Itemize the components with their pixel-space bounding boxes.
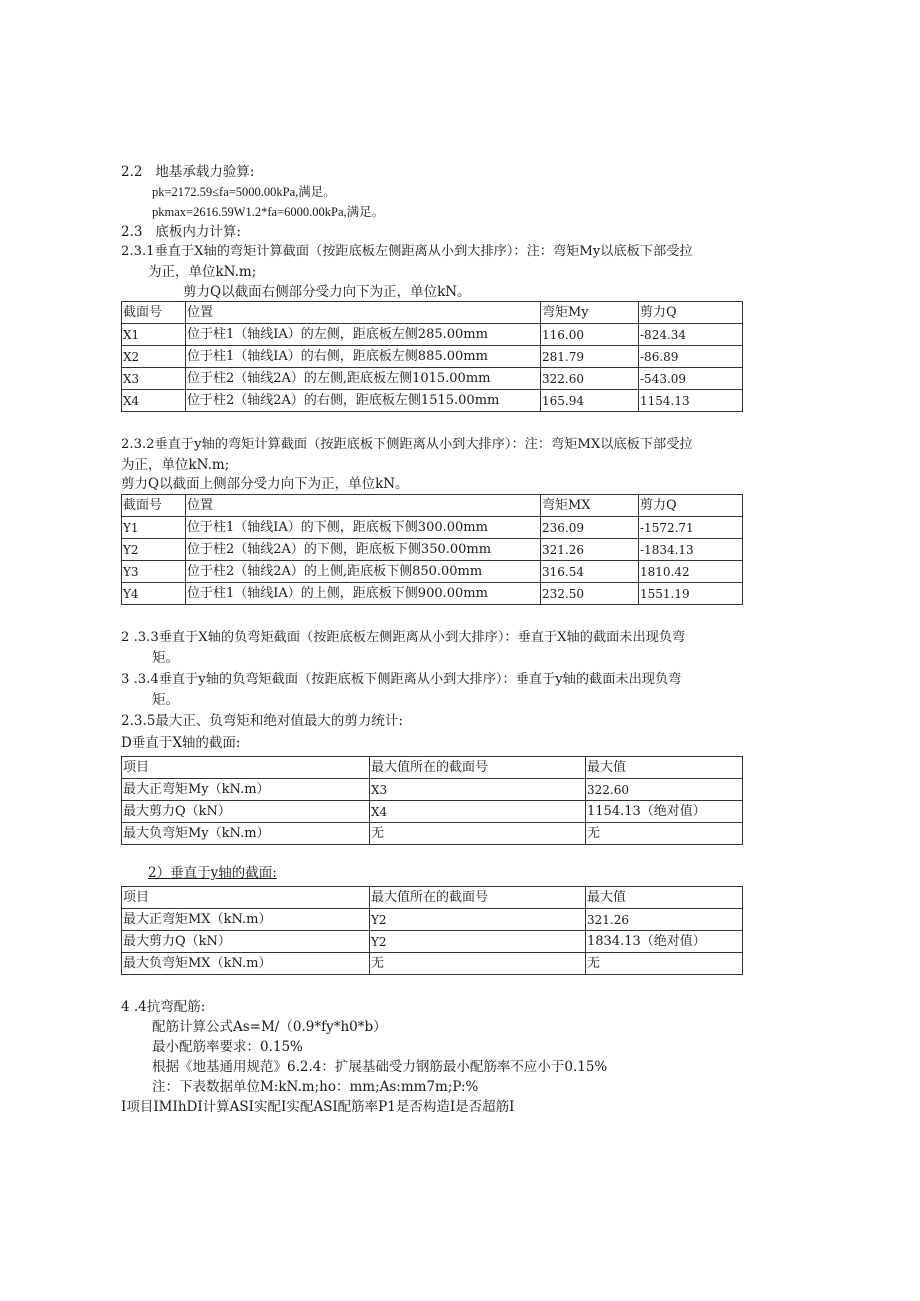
col-header: 截面号 [122,495,186,517]
max-value-cell: 无 [586,823,743,845]
item-cell: 最大正弯矩My（kN.m） [122,779,370,801]
section-id-cell: Y3 [122,561,186,583]
position-cell: 位于柱1（轴线IA）的左侧，距底板左侧285.00mm [186,324,541,346]
section-2-3-3-line-1: 2 .3.3垂直于X轴的负弯矩截面（按距底板左侧距离从小到大排序）：垂直于X轴的截面未出现负弯 [121,630,686,645]
section-id-cell: Y4 [122,583,186,605]
max-value-cell: 无 [586,953,743,975]
section-id-cell: 无 [370,953,586,975]
moment-cell: 236.09 [541,517,639,539]
rebar-formula: 配筋计算公式As=M/（0.9*fy*h0*b） [152,1019,387,1035]
position-cell: 位于柱2（轴线2A）的上侧,距底板下侧850.00mm [186,561,541,583]
y-axis-stats-subtitle-text: 2）垂直于y轴的截面: [148,865,277,881]
x-axis-stats-table [121,756,743,845]
moment-cell: 165.94 [541,390,639,412]
moment-cell: 322.60 [541,368,639,390]
moment-cell: 232.50 [541,583,639,605]
section-id-cell: Y2 [122,539,186,561]
col-header: 位置 [186,495,541,517]
table-row [122,346,743,368]
shear-cell: -1834.13 [639,539,743,561]
shear-cell: -543.09 [639,368,743,390]
table-header-row [122,757,743,779]
col-header: 弯矩My [541,302,639,324]
moment-cell: 321.26 [541,539,639,561]
shear-cell: -1572.71 [639,517,743,539]
y-axis-stats-subtitle [148,863,277,883]
code-reference: 根据《地基通用规范》6.2.4：扩展基础受力钢筋最小配筋率不应小于0.15% [152,1059,608,1075]
section-id-cell: Y1 [122,517,186,539]
max-value-cell: 322.60 [586,779,743,801]
table-header-row [122,887,743,909]
shear-cell: 1154.13 [639,390,743,412]
position-cell: 位于柱2（轴线2A）的右侧，距底板左侧1515.00mm [186,390,541,412]
section-id-cell: X2 [122,346,186,368]
moment-cell: 316.54 [541,561,639,583]
col-header: 项目 [122,757,370,779]
col-header: 最大值所在的截面号 [370,887,586,909]
col-header: 弯矩MX [541,495,639,517]
section-2-3-2-unit: 为正，单位kN.m; [121,457,230,473]
item-cell: 最大负弯矩MX（kN.m） [122,953,370,975]
section-2-3-2-heading: 2.3.2垂直于y轴的弯矩计算截面（按距底板下侧距离从小到大排序）：注：弯矩MX以底板下部受拉 [121,437,693,452]
section-2-4-heading: 4 .4抗弯配筋: [121,999,206,1015]
position-cell: 位于柱1（轴线IA）的上侧，距底板下侧900.00mm [186,583,541,605]
table-row [122,368,743,390]
min-reinforcement-ratio: 最小配筋率要求：0.15% [152,1039,303,1055]
bearing-check-line-2: pkmax=2616.59W1.2*fa=6000.00kPa,满足。 [152,205,385,219]
section-number: 2.3 [121,224,143,240]
col-header: 剪力Q [639,302,743,324]
section-id-cell: X3 [122,368,186,390]
section-title: 地基承载力验算: [155,164,255,180]
table-row [122,517,743,539]
table-row [122,583,743,605]
section-2-3-4-line-1: 3 .3.4垂直于y轴的负弯矩截面（按距底板下侧距离从小到大排序）：垂直于y轴的截面未出现负弯 [121,672,682,687]
table-row [122,801,743,823]
shear-cell: -86.89 [639,346,743,368]
section-id-cell: Y2 [370,909,586,931]
shear-cell: 1810.42 [639,561,743,583]
table-row [122,324,743,346]
section-id-cell: X3 [370,779,586,801]
section-2-2-heading [121,162,254,182]
section-id-cell: 无 [370,823,586,845]
item-cell: 最大剪力Q（kN） [122,931,370,953]
table-row [122,561,743,583]
section-2-3-5-heading: 2.3.5最大正、负弯矩和绝对值最大的剪力统计: [121,713,403,729]
section-2-3-3-line-2: 矩。 [152,650,179,666]
section-2-3-1-unit: 为正，单位kN.m; [148,264,257,280]
item-cell: 最大剪力Q（kN） [122,801,370,823]
col-header: 截面号 [122,302,186,324]
moment-cell: 281.79 [541,346,639,368]
table-row [122,779,743,801]
section-id-cell: Y2 [370,931,586,953]
col-header: 最大值所在的截面号 [370,757,586,779]
col-header: 最大值 [586,757,743,779]
section-2-3-4-line-2: 矩。 [152,692,179,708]
y-axis-stats-table [121,886,743,975]
table-header-row [122,302,743,324]
col-header: 剪力Q [639,495,743,517]
col-header: 最大值 [586,887,743,909]
item-cell: 最大正弯矩MX（kN.m） [122,909,370,931]
section-id-cell: X1 [122,324,186,346]
shear-cell: -824.34 [639,324,743,346]
section-id-cell: X4 [122,390,186,412]
x-axis-section-table [121,301,743,412]
col-header: 项目 [122,887,370,909]
units-note: 注：下表数据单位M:kN.m;ho：mm;As:mm7m;P:% [152,1079,479,1095]
item-cell: 最大负弯矩My（kN.m） [122,823,370,845]
bearing-check-line-1: pk=2172.59≤fa=5000.00kPa,满足。 [152,185,336,199]
moment-cell: 116.00 [541,324,639,346]
max-value-cell: 321.26 [586,909,743,931]
position-cell: 位于柱1（轴线IA）的下侧，距底板下侧300.00mm [186,517,541,539]
table-row [122,953,743,975]
table-row [122,909,743,931]
section-id-cell: X4 [370,801,586,823]
table-header-row [122,495,743,517]
section-number: 2.2 [121,164,143,180]
x-axis-stats-subtitle: D垂直于X轴的截面: [121,735,241,751]
position-cell: 位于柱2（轴线2A）的左侧,距底板左侧1015.00mm [186,368,541,390]
table-row [122,823,743,845]
rebar-table-header-line: I项目IMIhDI计算ASI实配I实配ASI配筋率P1是否构造I是否超筋I [121,1099,515,1115]
section-2-3-1-shear-note: 剪力Q以截面右侧部分受力向下为正，单位kN。 [183,284,471,300]
section-title: 底板内力计算: [155,224,241,240]
col-header: 位置 [186,302,541,324]
position-cell: 位于柱1（轴线IA）的右侧，距底板左侧885.00mm [186,346,541,368]
y-axis-section-table [121,494,743,605]
max-value-cell: 1834.13（绝对值） [586,931,743,953]
section-2-3-heading [121,222,241,242]
section-2-3-2-shear-note: 剪力Q以截面上侧部分受力向下为正，单位kN。 [121,476,409,492]
table-row [122,390,743,412]
table-row [122,539,743,561]
position-cell: 位于柱2（轴线2A）的下侧，距底板下侧350.00mm [186,539,541,561]
max-value-cell: 1154.13（绝对值） [586,801,743,823]
shear-cell: 1551.19 [639,583,743,605]
table-row [122,931,743,953]
section-2-3-1-heading: 2.3.1垂直于X轴的弯矩计算截面（按距底板左侧距离从小到大排序）：注：弯矩My以底板下部受拉 [121,244,693,259]
